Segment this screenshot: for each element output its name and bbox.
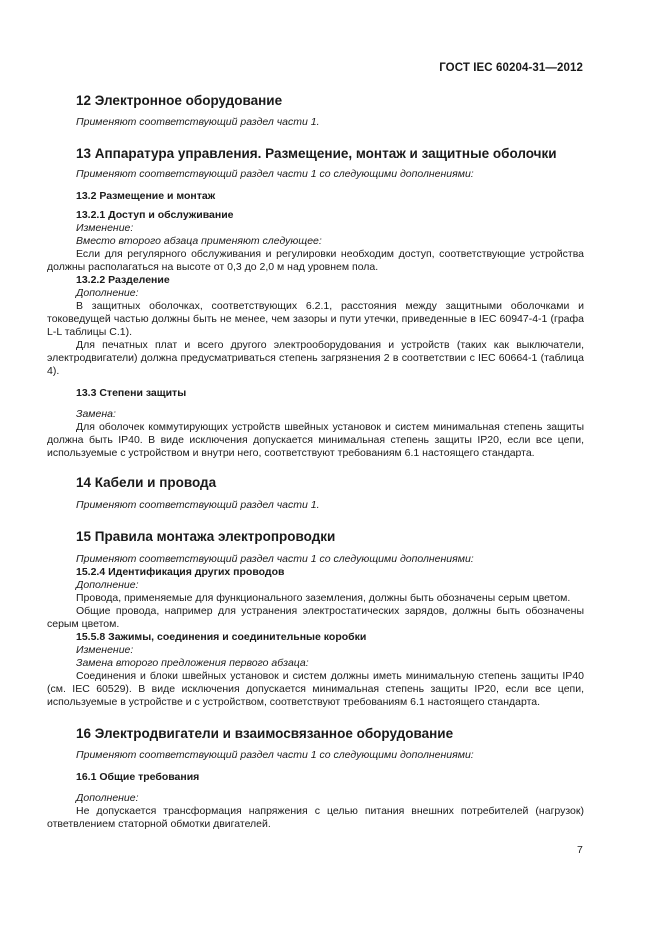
italic-note: Применяют соответствующий раздел части 1 со следующими дополнениями: [76,168,474,180]
body-paragraph: Общие провода, например для устранения электростатических зарядов, должны быть обозначены серым цветом. [47,605,584,630]
italic-note: Замена второго предложения первого абзаца: [76,657,309,669]
subsection-heading: 13.2.2 Разделение [76,274,170,286]
section-heading: 12 Электронное оборудование [76,93,283,108]
subsection-heading: 15.5.8 Зажимы, соединения и соединительные коробки [76,631,367,643]
section-heading: 13 Аппаратура управления. Размещение, монтаж и защитные оболочки [76,146,557,161]
subsection-heading: 16.1 Общие требования [76,771,200,783]
italic-note: Дополнение: [76,579,139,591]
italic-note: Применяют соответствующий раздел части 1 со следующими дополнениями: [76,749,474,761]
subsection-heading: 13.2.1 Доступ и обслуживание [76,209,234,221]
section-heading: 14 Кабели и провода [76,475,217,490]
body-paragraph: Соединения и блоки швейных установок и систем должны иметь минимальную степень защиты IP40 (см. IEC 60529). В виде исключения допускается минимальная степень защиты IP20, если все цепи, используемые в устройстве и с устройством, соответствуют требованиям 6.1 настоящего стандарта. [47,670,584,708]
italic-note: Изменение: [76,644,134,656]
body-paragraph: В защитных оболочках, соответствующих 6.2.1, расстояния между защитными оболочками и токоведущей частью должны быть не менее, чем зазоры и пути утечки, приведенные в IEC 60947-4-1 (графа L-L таблицы С.1). [47,300,584,338]
italic-note: Дополнение: [76,287,139,299]
italic-note: Применяют соответствующий раздел части 1. [76,499,320,511]
page-number: 7 [577,844,583,856]
body-paragraph: Не допускается трансформация напряжения с целью питания внешних потребителей (нагрузок) ответвлением статорной обмотки двигателей. [47,805,584,830]
body-paragraph: Если для регулярного обслуживания и регулировки необходим доступ, соответствующие устройства должны располагаться на высоте от 0,3 до 2,0 м над уровнем пола. [47,248,584,273]
italic-note: Вместо второго абзаца применяют следующее: [76,235,322,247]
italic-note: Дополнение: [76,792,139,804]
section-heading: 16 Электродвигатели и взаимосвязанное оборудование [76,726,454,741]
subsection-heading: 13.3 Степени защиты [76,387,187,399]
body-paragraph: Для печатных плат и всего другого электрооборудования и устройств (таких как выключатели, электродвигатели) должна предусматриваться степень загрязнения 2 в соответствии с IEC 60664-1 (таблица 4). [47,339,584,377]
italic-note: Замена: [76,408,116,420]
standard-header: ГОСТ IEC 60204-31—2012 [439,62,583,74]
italic-note: Применяют соответствующий раздел части 1. [76,116,320,128]
italic-note: Применяют соответствующий раздел части 1 со следующими дополнениями: [76,553,474,565]
subsection-heading: 13.2 Размещение и монтаж [76,190,216,202]
body-paragraph: Провода, применяемые для функционального заземления, должны быть обозначены серым цветом. [76,592,571,604]
section-heading: 15 Правила монтажа электропроводки [76,529,336,544]
italic-note: Изменение: [76,222,134,234]
subsection-heading: 15.2.4 Идентификация других проводов [76,566,285,578]
body-paragraph: Для оболочек коммутирующих устройств швейных установок и систем минимальная степень защиты должна быть IP40. В виде исключения допускается минимальная степень защиты IP20, если все цепи, используемые с устройством и внутри него, соответствуют требованиям 6.1 настоящего стандарта. [47,421,584,459]
document-body [47,92,584,831]
